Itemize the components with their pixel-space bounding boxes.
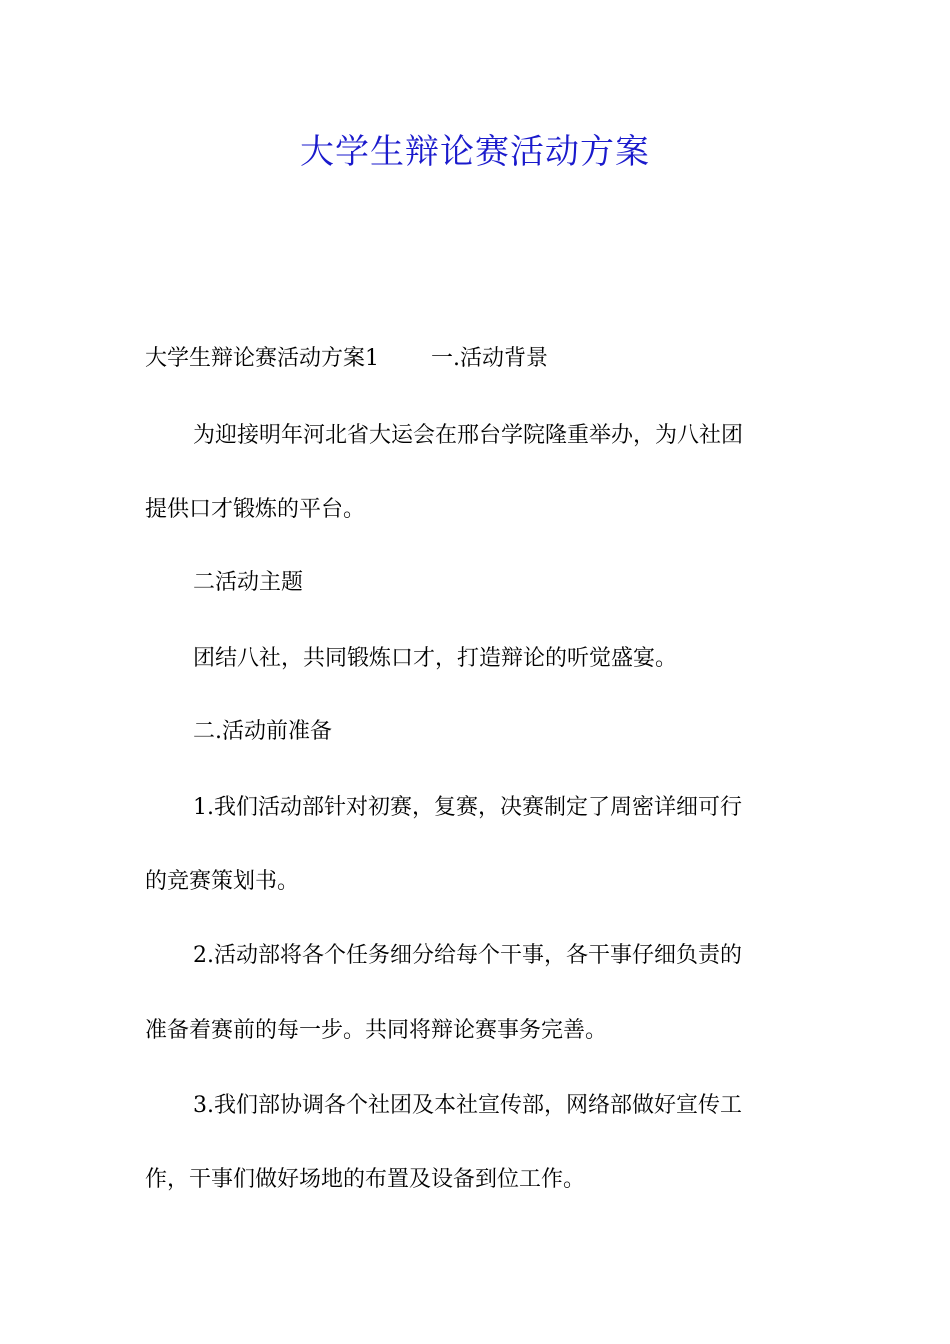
section-heading-line: [145, 343, 810, 375]
paragraph-line: 二.活动前准备: [193, 719, 332, 744]
paragraph-line: 的竞赛策划书。: [145, 869, 300, 894]
paragraph-line: 3.我们部协调各个社团及本社宣传部，网络部做好宣传工: [193, 1093, 742, 1118]
paragraph-line: 准备着赛前的每一步。共同将辩论赛事务完善。: [145, 1018, 608, 1043]
paragraph-line: 1.我们活动部针对初赛，复赛，决赛制定了周密详细可行: [193, 795, 742, 820]
paragraph-line: 二活动主题: [193, 570, 304, 595]
section-heading: 大学生辩论赛活动方案1: [145, 346, 379, 371]
paragraph-line: 作，干事们做好场地的布置及设备到位工作。: [145, 1167, 586, 1192]
document-title: 大学生辩论赛活动方案: [300, 132, 650, 172]
paragraph-line: 提供口才锻炼的平台。: [145, 497, 366, 522]
paragraph-line: 为迎接明年河北省大运会在邢台学院隆重举办，为八社团: [193, 423, 744, 448]
section-subheading: 一.活动背景: [431, 346, 548, 371]
paragraph-line: 2.活动部将各个任务细分给每个干事，各干事仔细负责的: [193, 943, 742, 968]
paragraph-line: 团结八社，共同锻炼口才，打造辩论的听觉盛宴。: [193, 646, 678, 671]
